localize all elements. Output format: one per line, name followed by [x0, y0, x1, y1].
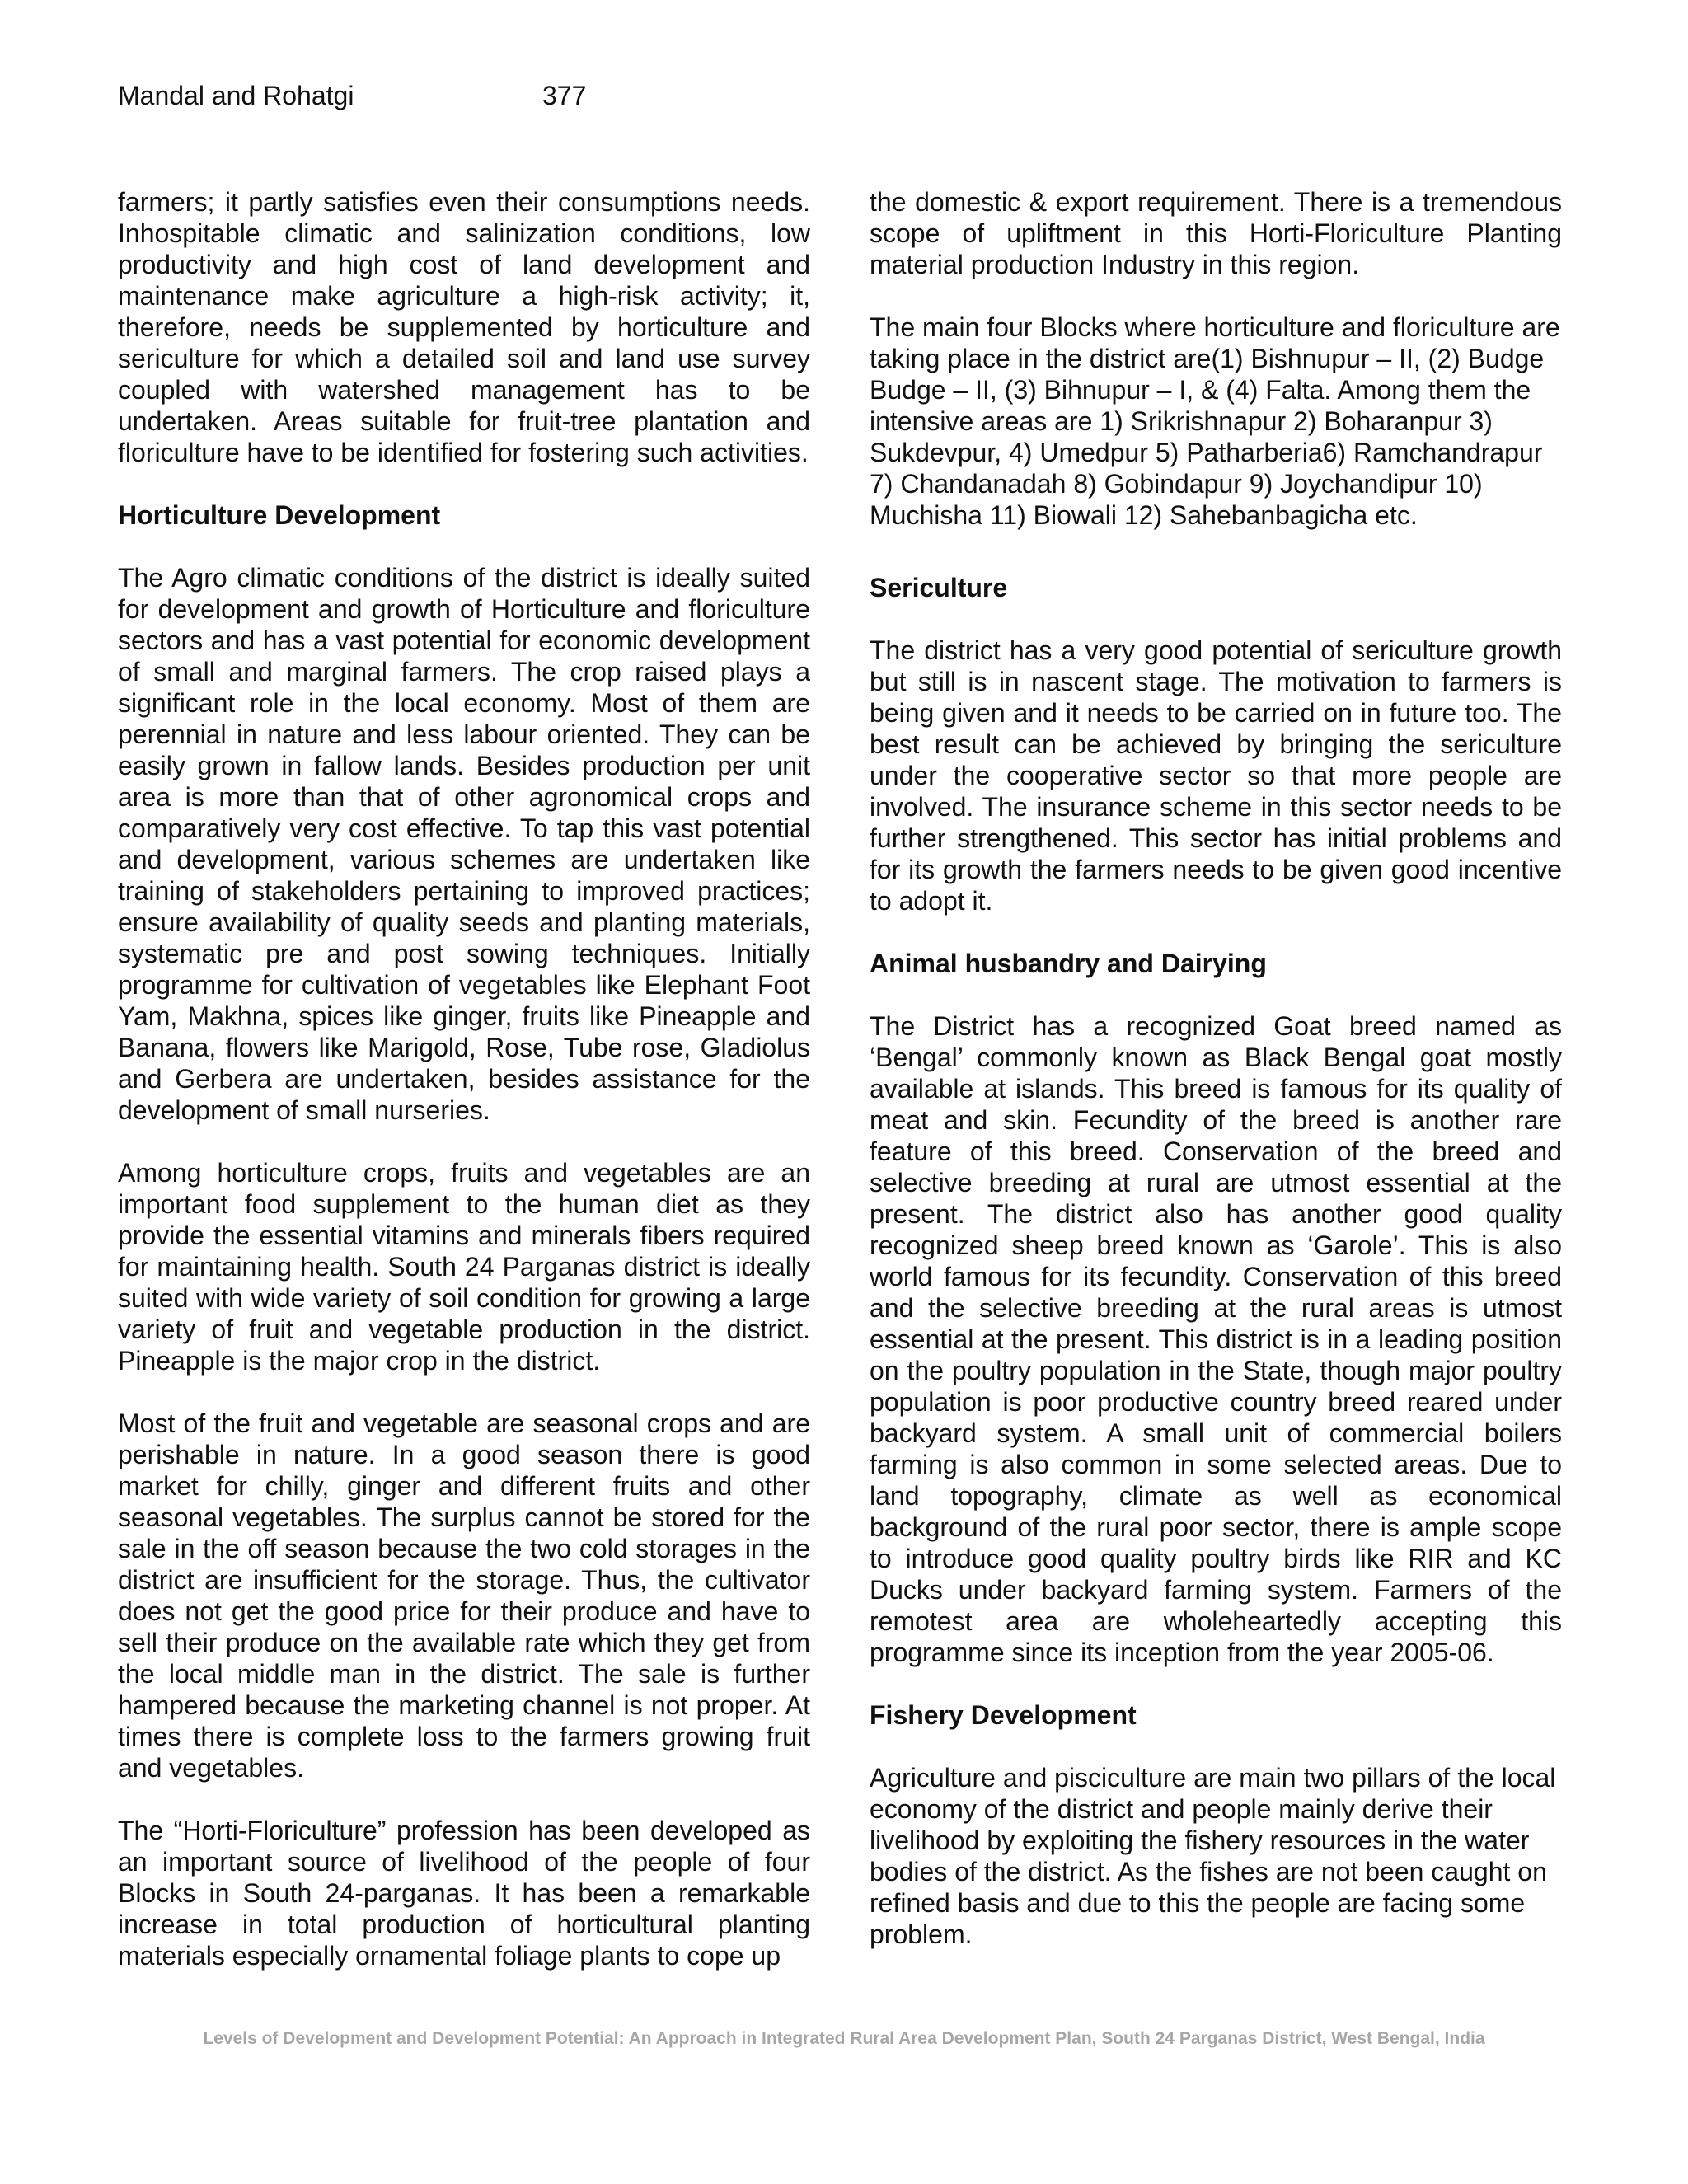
paragraph: The “Horti-Floriculture” profession has been developed as an important source of livelihood of the people of four Blocks in South 24-parganas. It has been a remarkable increase in total production of horticultural planting materials especially ornamental foliage plants to cope up: [118, 1816, 810, 1971]
paragraph: The district has a very good potential of sericulture growth but still is in nascent stage. The motivation to farmers is being given and it needs to be carried on in future too. The best result can be achieved by bringing the sericulture under the cooperative sector so that more people are involved. The insurance scheme in this sector needs to be further strengthened. This sector has initial problems and for its growth the farmers needs to be given good incentive to adopt it.: [870, 635, 1562, 916]
paragraph: Most of the fruit and vegetable are seasonal crops and are perishable in nature. In a good season there is good market for chilly, ginger and different fruits and other seasonal vegetables. The surplus cannot be stored for the sale in the off season because the two cold storages in the district are insufficient for the storage. Thus, the cultivator does not get the good price for their produce and have to sell their produce on the available rate which they get from the local middle man in the district. The sale is further hampered because the marketing channel is not proper. At times there is complete loss to the farmers growing fruit and vegetables.: [118, 1408, 810, 1783]
paragraph: The District has a recognized Goat breed named as ‘Bengal’ commonly known as Black Bengal goat mostly available at islands. This breed is famous for its quality of meat and skin. Fecundity of the breed is another rare feature of this breed. Conservation of the breed and selective breeding at rural are utmost essential at the present. The district also has another good quality recognized sheep breed known as ‘Garole’. This is also world famous for its fecundity. Conservation of this breed and the selective breeding at the rural areas is utmost essential at the present. This district is in a leading position on the poultry population in the State, though major poultry population is poor productive country breed reared under backyard system. A small unit of commercial boilers farming is also common in some selected areas. Due to land topography, climate as well as economical background of the rural poor sector, there is ample scope to introduce good quality poultry birds like RIR and KC Ducks under backyard farming system. Farmers of the remotest area are wholeheartedly accepting this programme since its inception from the year 2005-06.: [870, 1011, 1562, 1667]
running-head-authors: Mandal and Rohatgi: [118, 81, 354, 110]
section-heading-sericulture: Sericulture: [870, 573, 1008, 602]
paragraph: Agriculture and pisciculture are main two pillars of the local economy of the district and people mainly derive their livelihood by exploiting the fishery resources in the water bodies of the district. As the fishes are not been caught on refined basis and due to this the people are facing some problem.: [870, 1763, 1556, 1949]
section-heading-fishery: Fishery Development: [870, 1700, 1137, 1730]
running-header: [118, 76, 586, 115]
paragraph: The Agro climatic conditions of the district is ideally suited for development and growth of Horticulture and floriculture sectors and has a vast potential for economic development of small and marginal farmers. The crop raised plays a significant role in the local economy. Most of them are perennial in nature and less labour oriented. They can be easily grown in fallow lands. Besides production per unit area is more than that of other agronomical crops and comparatively very cost effective. To tap this vast potential and development, various schemes are undertaken like training of stakeholders pertaining to improved practices; ensure availability of quality seeds and planting materials, systematic pre and post sowing techniques. Initially programme for cultivation of vegetables like Elephant Foot Yam, Makhna, spices like ginger, fruits like Pineapple and Banana, flowers like Marigold, Rose, Tube rose, Gladiolus and Gerbera are undertaken, besides assistance for the development of small nurseries.: [118, 563, 810, 1125]
section-heading-horticulture: Horticulture Development: [118, 500, 441, 530]
running-footer: Levels of Development and Development Potential: An Approach in Integrated Rural Area Development Plan, South 24 Parganas District, West Bengal, India: [203, 2029, 1485, 2048]
paragraph: the domestic & export requirement. There is a tremendous scope of upliftment in this Horti-Floriculture Planting material production Industry in this region.: [870, 187, 1562, 279]
paragraph: The main four Blocks where horticulture and floriculture are taking place in the district are(1) Bishnupur – II, (2) Budge Budge – II, (3) Bihnupur – I, & (4) Falta. Among them the intensive areas are 1) Srikrishnapur 2) Boharanpur 3) Sukdevpur, 4) Umedpur 5) Patharberia6) Ramchandrapur 7) Chandanadah 8) Gobindapur 9) Joychandipur 10) Muchisha 11) Biowali 12) Sahebanbagicha etc.: [870, 312, 1560, 530]
paragraph: farmers; it partly satisfies even their consumptions needs. Inhospitable climatic and salinization conditions, low productivity and high cost of land development and maintenance make agriculture a high-risk activity; it, therefore, needs be supplemented by horticulture and sericulture for which a detailed soil and land use survey coupled with watershed management has to be undertaken. Areas suitable for fruit-tree plantation and floriculture have to be identified for fostering such activities.: [118, 187, 810, 467]
section-heading-animal-husbandry: Animal husbandry and Dairying: [870, 949, 1267, 978]
left-column: [118, 186, 810, 1971]
page-number: 377: [542, 81, 587, 110]
right-column: [870, 186, 1562, 1950]
paragraph: Among horticulture crops, fruits and vegetables are an important food supplement to the human diet as they provide the essential vitamins and minerals fibers required for maintaining health. South 24 Parganas district is ideally suited with wide variety of soil condition for growing a large variety of fruit and vegetable production in the district. Pineapple is the major crop in the district.: [118, 1158, 810, 1376]
